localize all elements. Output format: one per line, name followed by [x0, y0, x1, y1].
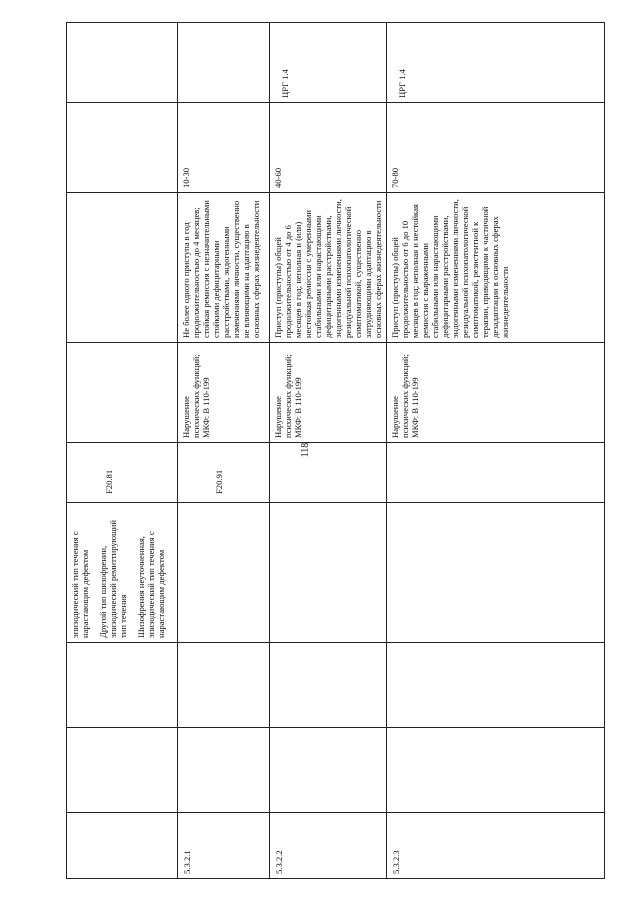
reference-cell: ЦРГ 1.4 [270, 23, 387, 103]
condition-names-cell [67, 503, 178, 643]
disability-criteria-table [66, 22, 605, 879]
impairment-cell [67, 343, 178, 443]
row-code-cell: 5.3.2.2 [270, 813, 387, 879]
row-col3-cell [270, 643, 387, 728]
percent-cell: 70-80 [387, 103, 605, 193]
condition-name: эпизодический тип течения с нарастающим дефектом [70, 531, 90, 638]
row-col2-cell [67, 728, 178, 813]
condition-names-cell [387, 503, 605, 643]
criteria-cell: Приступ (приступы) общей продолжительностью от 4 до 6 месяцев в год; неполная и (или) нестойкая ремиссия с умеренными стабильными или нарастающими дефицитарными расстройствами, эндогенными изменениями личности, резидуальной психопатологической симптоматикой, существенно затрудняющими адаптацию в основных сферах жизнедеятельности [270, 193, 387, 343]
criteria-cell: Приступ (приступы) общей продолжительностью от 6 до 10 месяцев в год; неполная и нестойкая ремиссия с выраженными стабильными или нарастающими дефицитарными расстройствами, эндогенными изменениями личности, резидуальной психопатологической симптоматикой, резистентной к терапии, приводящими к частичной дезадаптации в основных сферах жизнедеятельности [387, 193, 605, 343]
condition-name: Другой тип шизофрении, эпизодический ремиттирующий тип течения [98, 520, 128, 638]
reference-cell [67, 23, 178, 103]
percent-cell [67, 103, 178, 193]
row-col3-cell [67, 643, 178, 728]
row-code-cell [67, 813, 178, 879]
icd-codes-cell [387, 443, 605, 503]
table-row [178, 23, 270, 879]
row-col2-cell [387, 728, 605, 813]
table-row [67, 23, 178, 879]
icd-code: F20.91 [214, 469, 224, 494]
condition-names-cell [178, 503, 270, 643]
page-number: 118 [300, 442, 311, 458]
row-col3-cell [387, 643, 605, 728]
icd-codes-cell [270, 443, 387, 503]
row-code-cell: 5.3.2.1 [178, 813, 270, 879]
table-rotation-frame [66, 23, 605, 879]
row-col3-cell [178, 643, 270, 728]
row-col2-cell [270, 728, 387, 813]
row-col2-cell [178, 728, 270, 813]
icd-code: F20.81 [104, 469, 114, 494]
condition-name: Шизофрения неуточненная, эпизодический тип течения с нарастающим дефектом [136, 531, 166, 638]
table-row [387, 23, 605, 879]
rotated-table-container [66, 23, 605, 879]
condition-names-cell [270, 503, 387, 643]
icd-codes-cell [67, 443, 224, 503]
impairment-cell: Нарушение психических функций; МКФ: В 110-199 [387, 343, 605, 443]
impairment-cell: Нарушение психических функций; МКФ: В 110-199 [178, 343, 270, 443]
impairment-cell: Нарушение психических функций; МКФ: В 110-199 [270, 343, 387, 443]
criteria-cell: Не более одного приступа в год продолжительностью до 4 месяцев; стойкая ремиссия с незначительными стойкими дефицитарными расстройствами, эндогенными изменениями личности, существенно не влияющими на адаптацию в основных сферах жизнедеятельности [178, 193, 270, 343]
reference-cell: ЦРГ 1.4 [387, 23, 605, 103]
percent-cell: 10-30 [178, 103, 270, 193]
reference-cell [178, 23, 270, 103]
criteria-cell [67, 193, 178, 343]
percent-cell: 40-60 [270, 103, 387, 193]
table-row [270, 23, 387, 879]
row-code-cell: 5.3.2.3 [387, 813, 605, 879]
